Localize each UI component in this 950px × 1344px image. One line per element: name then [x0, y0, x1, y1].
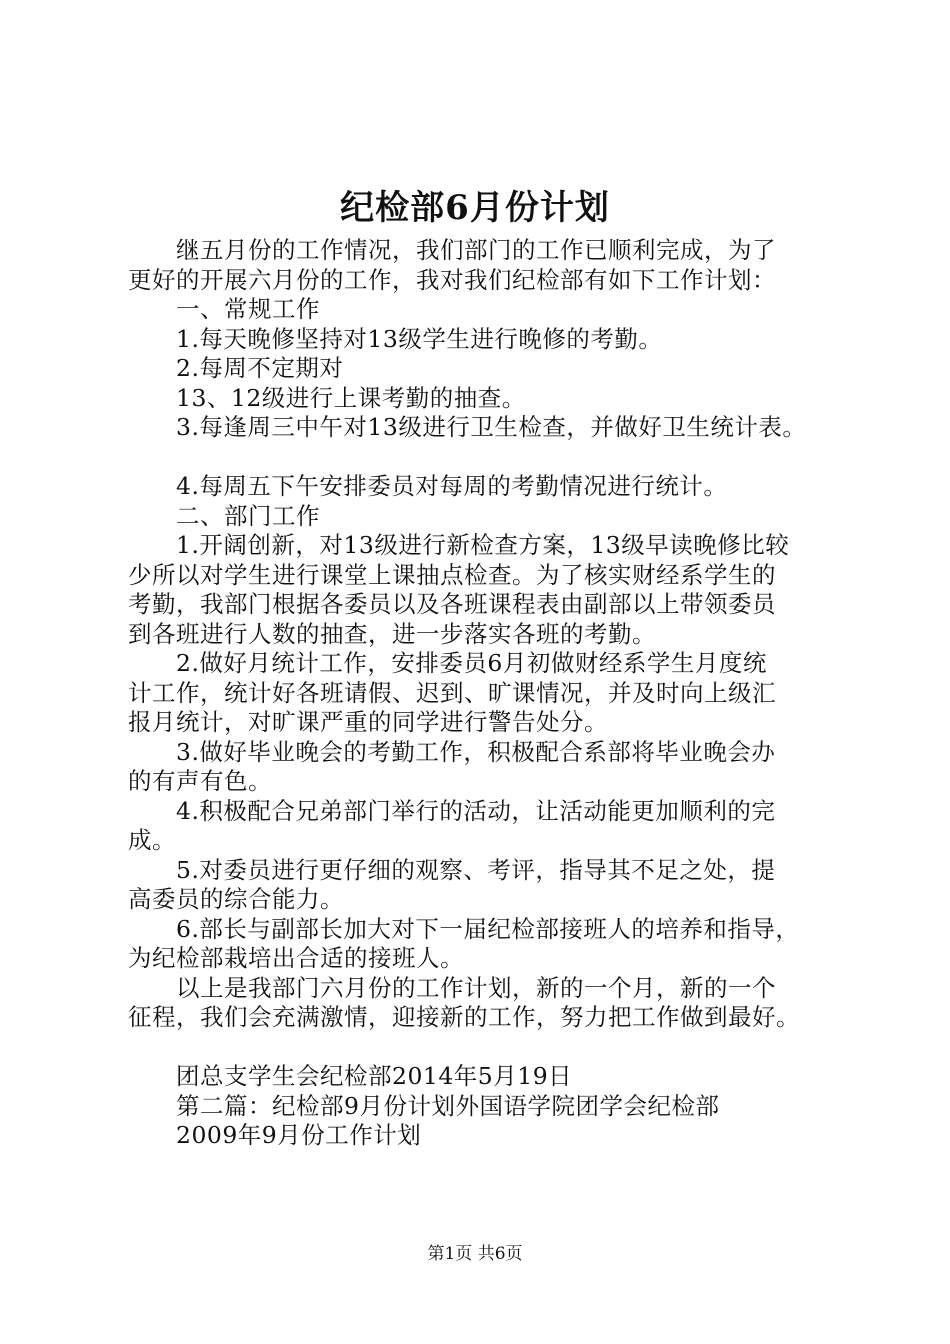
paragraph-line: 第二篇：纪检部9月份计划外国语学院团学会纪检部 [176, 1091, 720, 1120]
list-item: 3.做好毕业晚会的考勤工作，积极配合系部将毕业晚会办 [176, 737, 776, 766]
list-item: 1.开阔创新，对13级进行新检查方案，13级早读晚修比较 [176, 531, 790, 559]
list-item: 1.每天晚修坚持对13级学生进行晚修的考勤。 [176, 324, 663, 353]
document-body [128, 236, 848, 1151]
list-item: 2.做好月统计工作，安排委员6月初做财经系学生月度统 [176, 649, 767, 677]
paragraph-line: 考勤，我部门根据各委员以及各班课程表由副部以上带领委员 [128, 590, 776, 618]
paragraph-line: 成。 [128, 826, 176, 854]
paragraph-line: 的有声有色。 [128, 767, 272, 795]
paragraph-line: 更好的开展六月份的工作，我对我们纪检部有如下工作计划： [128, 265, 776, 294]
paragraph-line: 少所以对学生进行课堂上课抽点检查。为了核实财经系学生的 [128, 560, 776, 589]
list-item: 3.每逢周三中午对13级进行卫生检查，并做好卫生统计表。 [176, 413, 807, 441]
section-heading: 二、部门工作 [176, 501, 320, 530]
page-number: 第1页 共6页 [427, 1244, 523, 1264]
list-item: 6.部长与副部长加大对下一届纪检部接班人的培养和指导， [176, 914, 800, 943]
paragraph-line: 继五月份的工作情况，我们部门的工作已顺利完成，为了 [176, 236, 776, 264]
list-item: 13、12级进行上课考勤的抽查。 [176, 383, 526, 412]
blank-line [128, 1033, 848, 1063]
paragraph-line: 为纪检部栽培出合适的接班人。 [128, 944, 464, 972]
paragraph-line: 计工作，统计好各班请假、迟到、旷课情况，并及时向上级汇 [128, 678, 776, 707]
blank-line [128, 443, 848, 473]
paragraph-line: 以上是我部门六月份的工作计划，新的一个月，新的一个 [176, 973, 776, 1002]
paragraph-line: 高委员的综合能力。 [128, 885, 344, 913]
list-item: 2.每周不定期对 [176, 354, 344, 382]
document-title: 纪检部6月份计划 [340, 188, 610, 228]
paragraph-line: 2009年9月份工作计划 [176, 1121, 422, 1149]
paragraph-line: 征程，我们会充满激情，迎接新的工作，努力把工作做到最好。 [128, 1003, 800, 1031]
list-item: 4.每周五下午安排委员对每周的考勤情况进行统计。 [176, 472, 728, 500]
paragraph-line: 到各班进行人数的抽查，进一步落实各班的考勤。 [128, 619, 656, 648]
section-heading: 一、常规工作 [176, 295, 320, 323]
list-item: 4.积极配合兄弟部门举行的活动，让活动能更加顺利的完 [176, 796, 776, 825]
paragraph-line: 报月统计，对旷课严重的同学进行警告处分。 [128, 708, 608, 736]
signature-line: 团总支学生会纪检部2014年5月19日 [176, 1062, 573, 1090]
list-item: 5.对委员进行更仔细的观察、考评，指导其不足之处，提 [176, 855, 776, 884]
